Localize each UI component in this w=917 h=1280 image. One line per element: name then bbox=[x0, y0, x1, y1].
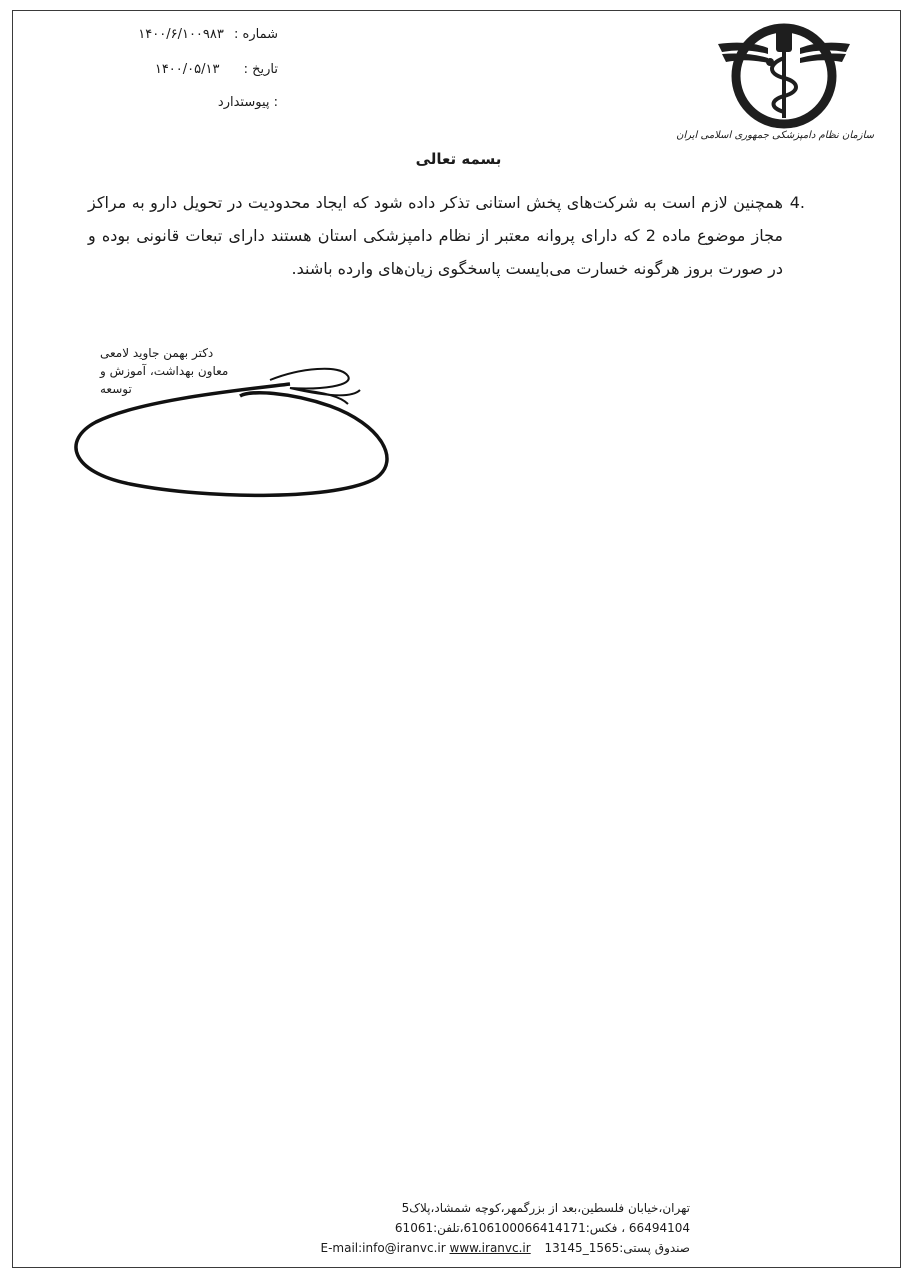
signer-name: دکتر بهمن جاوید لامعی bbox=[100, 346, 214, 360]
letter-number-value: ۱۴۰۰/۶/۱۰۰۹۸۳ bbox=[138, 27, 224, 42]
letter-attachment bbox=[218, 94, 278, 112]
letter-number-label: شماره : bbox=[234, 27, 278, 42]
organization-logo bbox=[676, 18, 874, 158]
letter-date bbox=[155, 61, 278, 79]
letter-number bbox=[138, 26, 278, 44]
footer-contact bbox=[240, 1238, 690, 1258]
paragraph-text: همچنین لازم است به شرکت‌های پخش استانی تذکر داده شود که ایجاد محدودیت در تحویل دارو به مراکز مجاز موضوع ماده 2 که دارای پروانه معتبر از نظام دامپزشکی استان هستند دارای تبعات قانونی بوده و در صورت بروز هرگونه خسارت می‌بایست پاسخگوی زیان‌های وارده باشند. bbox=[88, 193, 783, 278]
letter-date-label: تاریخ : bbox=[243, 62, 278, 77]
letter-body bbox=[88, 186, 805, 285]
handwritten-signature bbox=[60, 360, 400, 510]
letter-heading: بسمه تعالی bbox=[415, 150, 502, 168]
signer-position: معاون بهداشت، آموزش و توسعه bbox=[100, 364, 229, 396]
footer-address: تهران،خیابان فلسطین،بعد از بزرگمهر،کوچه شمشاد،پلاک5 bbox=[401, 1201, 690, 1215]
footer-email: E-mail:info@iranvc.ir bbox=[320, 1241, 446, 1255]
letter-date-value: ۱۴۰۰/۰۵/۱۳ bbox=[154, 62, 220, 77]
organization-name: سازمان نظام دامپزشکی جمهوری اسلامی ایران bbox=[676, 130, 874, 141]
letter-footer bbox=[240, 1198, 690, 1258]
footer-website-link[interactable]: www.iranvc.ir bbox=[449, 1241, 531, 1255]
letter-attachment-label: : پیوستدارد bbox=[217, 95, 278, 110]
paragraph-number: 4. bbox=[789, 193, 805, 212]
footer-postal: صندوق پستی:1565_13145 bbox=[544, 1241, 690, 1255]
footer-phones: 66494104 ، فکس:6106100066414171،تلفن:61061 bbox=[394, 1221, 690, 1235]
